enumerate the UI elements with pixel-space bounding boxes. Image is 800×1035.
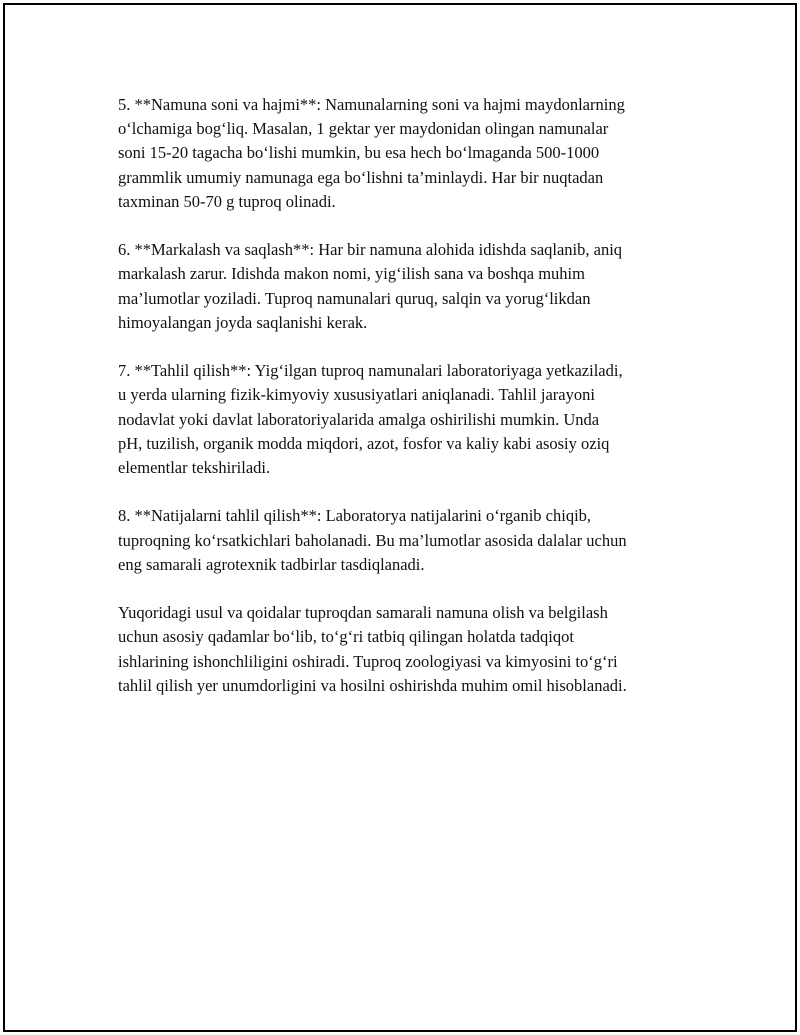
document-body [118,93,698,722]
paragraph-conclusion: Yuqoridagi usul va qoidalar tuproqdan samarali namuna olish va belgilash uchun asosiy qadamlar bo‘lib, to‘g‘ri tatbiq qilingan holatda tadqiqot ishlarining ishonchliligini oshiradi. Tuproq zoologiyasi va kimyosini to‘g‘ri tahlil qilish yer unumdorligini va hosilni oshirishda muhim omil hisoblanadi. [118,603,627,695]
paragraph-labeling-storage: 6. **Markalash va saqlash**: Har bir namuna alohida idishda saqlanib, aniq markalash zarur. Idishda makon nomi, yig‘ilish sana va boshqa muhim ma’lumotlar yoziladi. Tuproq namunalari quruq, salqin va yorug‘likdan himoyalangan joyda saqlanishi kerak. [118,240,623,332]
paragraph-analysis: 7. **Tahlil qilish**: Yig‘ilgan tuproq namunalari laboratoriyaga yetkaziladi, u yerda ularning fizik-kimyoviy xususiyatlari aniqlanadi. Tahlil jarayoni nodavlat yoki davlat laboratoriyalarida amalga oshirilishi mumkin. Unda pH, tuzilish, organik modda miqdori, azot, fosfor va kaliy kabi asosiy oziq elementlar tekshiriladi. [118,361,623,478]
paragraph-sample-count: 5. **Namuna soni va hajmi**: Namunalarning soni va hajmi maydonlarning o‘lchamiga bog‘liq. Masalan, 1 gektar yer maydonidan olingan namunalar soni 15-20 tagacha bo‘lishi mumkin, bu esa hech bo‘lmaganda 500-1000 grammlik umumiy namunaga ega bo‘lishni ta’minlaydi. Har bir nuqtadan taxminan 50-70 g tuproq olinadi. [118,95,625,211]
paragraph-results-analysis: 8. **Natijalarni tahlil qilish**: Laboratorya natijalarini o‘rganib chiqib, tuproqning ko‘rsatkichlari baholanadi. Bu ma’lumotlar asosida dalalar uchun eng samarali agrotexnik tadbirlar tasdiqlanadi. [118,506,627,574]
